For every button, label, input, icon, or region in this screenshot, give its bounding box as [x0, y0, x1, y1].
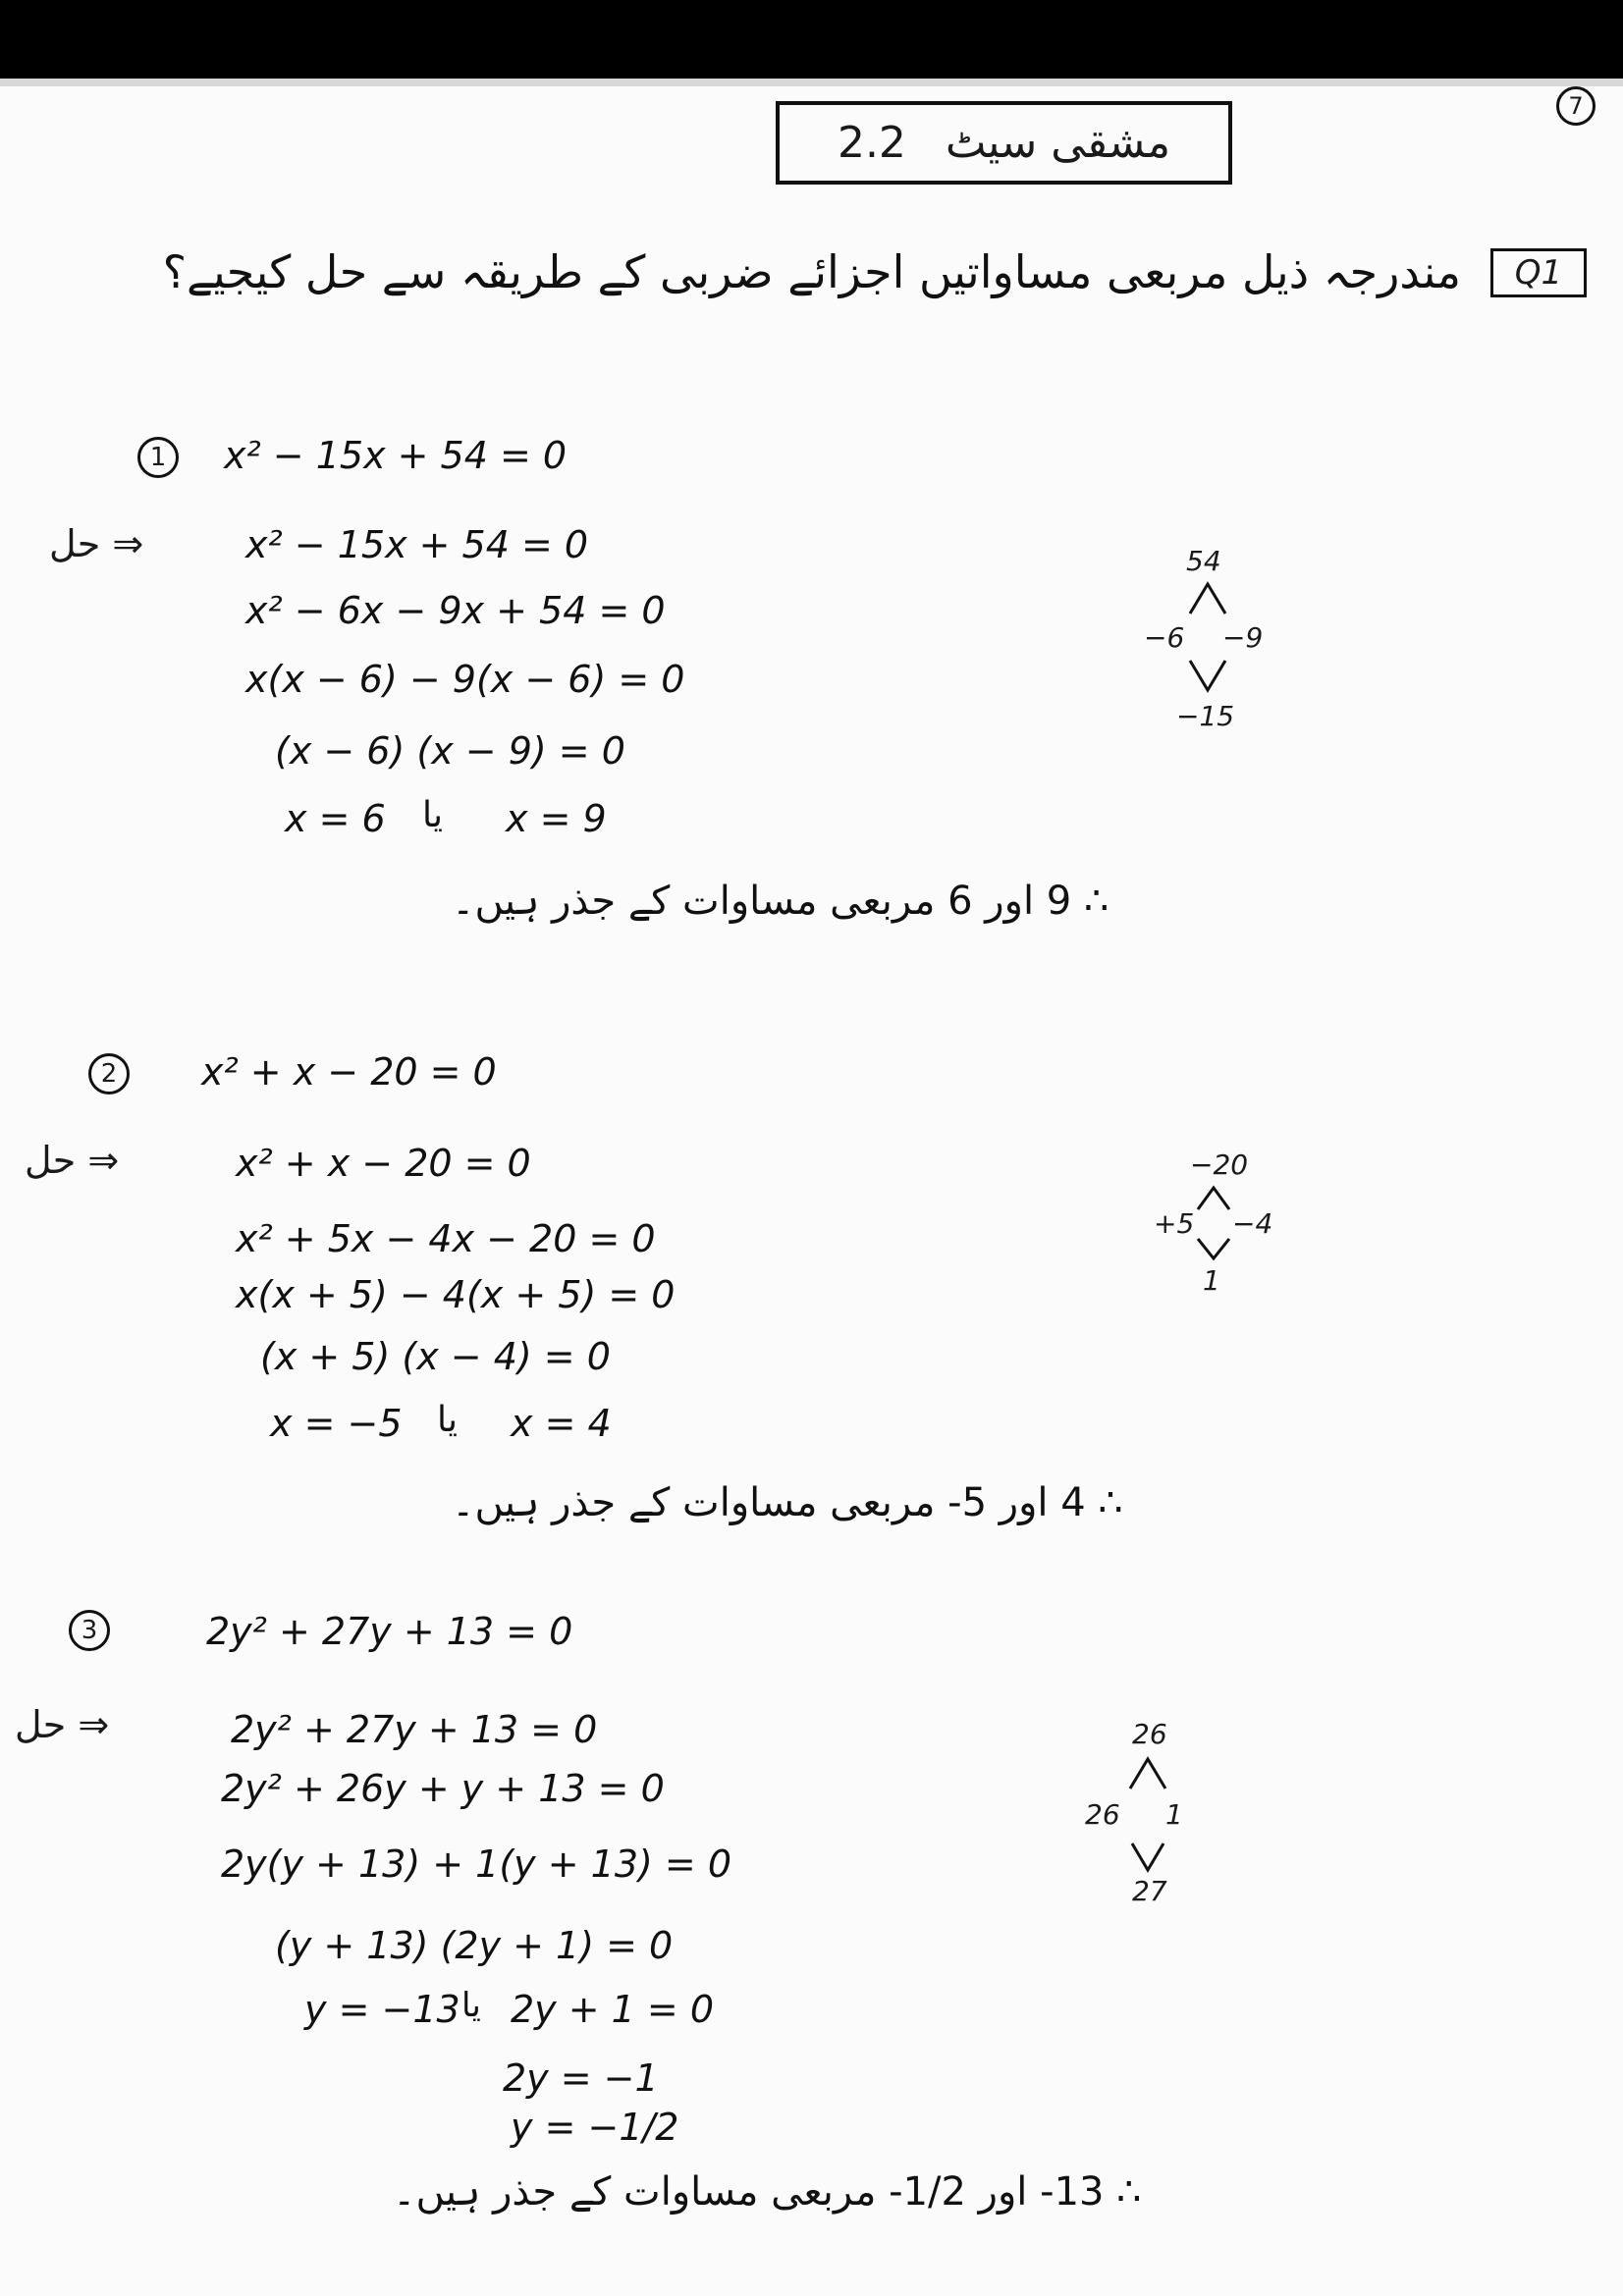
problem-1-step-4: (x − 6) (x − 9) = 0 [275, 729, 625, 773]
problem-3-step-2: 2y² + 26y + y + 13 = 0 [221, 1767, 665, 1810]
problem-1-step-1: x² − 15x + 54 = 0 [245, 523, 589, 566]
problem-3-conclusion: ∴ 13- اور 1/2- مربعی مساوات کے جذر ہیں۔ [393, 2169, 1142, 2215]
problem-1-number: 1 [137, 437, 179, 478]
problem-2-step-1: x² + x − 20 = 0 [236, 1142, 531, 1185]
diagram-3-factor-b: 1 [1165, 1798, 1183, 1831]
problem-1-solution-label: حل ⇒ [49, 522, 144, 565]
problem-3-number: 3 [69, 1610, 110, 1651]
problem-3-solution-label: حل ⇒ [15, 1703, 110, 1746]
problem-1-factor-diagram [1139, 545, 1276, 741]
problem-2-factor-diagram [1149, 1148, 1286, 1345]
page-number: 7 [1556, 86, 1596, 126]
diagram-3-factor-a: 26 [1085, 1798, 1120, 1831]
problem-3-question: 2y² + 27y + 13 = 0 [206, 1610, 573, 1653]
diagram-1-sum: −15 [1176, 700, 1235, 732]
diagram-2-factor-b: −4 [1232, 1207, 1273, 1240]
diagram-2-product: −20 [1190, 1148, 1249, 1181]
problem-2-step-3: x(x + 5) − 4(x + 5) = 0 [236, 1273, 676, 1316]
problem-2-or: یا [437, 1400, 458, 1440]
problem-3-extra-1: 2y = −1 [503, 2056, 659, 2100]
exercise-title-box [776, 101, 1232, 185]
problem-3-factor-diagram [1085, 1718, 1222, 1914]
page-edge [0, 79, 1623, 86]
problem-1-root-b: x = 9 [506, 797, 607, 840]
problem-2-question: x² + x − 20 = 0 [201, 1050, 497, 1094]
problem-2-solution-label: حل ⇒ [25, 1139, 120, 1182]
problem-1-or: یا [422, 795, 443, 835]
diagram-3-product: 26 [1132, 1718, 1167, 1750]
exercise-title: مشقی سیٹ [945, 118, 1171, 168]
diagram-1-factor-a: −6 [1144, 621, 1185, 654]
diagram-1-product: 54 [1186, 545, 1221, 577]
problem-3-root-a: y = −13 [304, 1988, 460, 2031]
worksheet-page [0, 86, 1623, 2296]
problem-1-root-a: x = 6 [285, 797, 386, 840]
problem-1-step-2: x² − 6x − 9x + 54 = 0 [245, 589, 666, 632]
problem-2-root-b: x = 4 [511, 1402, 612, 1445]
question-label: Q1 [1490, 248, 1587, 297]
problem-2-number: 2 [88, 1053, 130, 1095]
diagram-2-factor-a: +5 [1154, 1207, 1195, 1240]
problem-3-step-1: 2y² + 27y + 13 = 0 [231, 1708, 598, 1751]
scan-top-border [0, 0, 1623, 79]
problem-3-step-4: (y + 13) (2y + 1) = 0 [275, 1924, 674, 1967]
diagram-1-factor-b: −9 [1222, 621, 1264, 654]
problem-3-root-b: 2y + 1 = 0 [511, 1988, 715, 2031]
problem-3-or: یا [461, 1986, 481, 2025]
problem-3-extra-2: y = −1/2 [511, 2106, 679, 2149]
problem-2-root-a: x = −5 [270, 1402, 403, 1445]
problem-2-step-4: (x + 5) (x − 4) = 0 [260, 1335, 611, 1378]
problem-2-conclusion: ∴ 4 اور 5- مربعی مساوات کے جذر ہیں۔ [452, 1480, 1123, 1525]
exercise-number: 2.2 [837, 118, 906, 168]
instruction-text: مندرجہ ذیل مربعی مساواتیں اجزائے ضربی کے طریقہ سے حل کیجیے؟ [162, 245, 1461, 298]
problem-1-step-3: x(x − 6) − 9(x − 6) = 0 [245, 658, 685, 701]
diagram-3-sum: 27 [1132, 1875, 1167, 1907]
problem-2-step-2: x² + 5x − 4x − 20 = 0 [236, 1217, 656, 1260]
diagram-2-sum: 1 [1203, 1264, 1220, 1297]
problem-1-question: x² − 15x + 54 = 0 [224, 434, 568, 477]
problem-1-conclusion: ∴ 9 اور 6 مربعی مساوات کے جذر ہیں۔ [452, 879, 1109, 924]
problem-3-step-3: 2y(y + 13) + 1(y + 13) = 0 [221, 1842, 731, 1886]
diagram-2-arrows [1149, 1148, 1286, 1345]
